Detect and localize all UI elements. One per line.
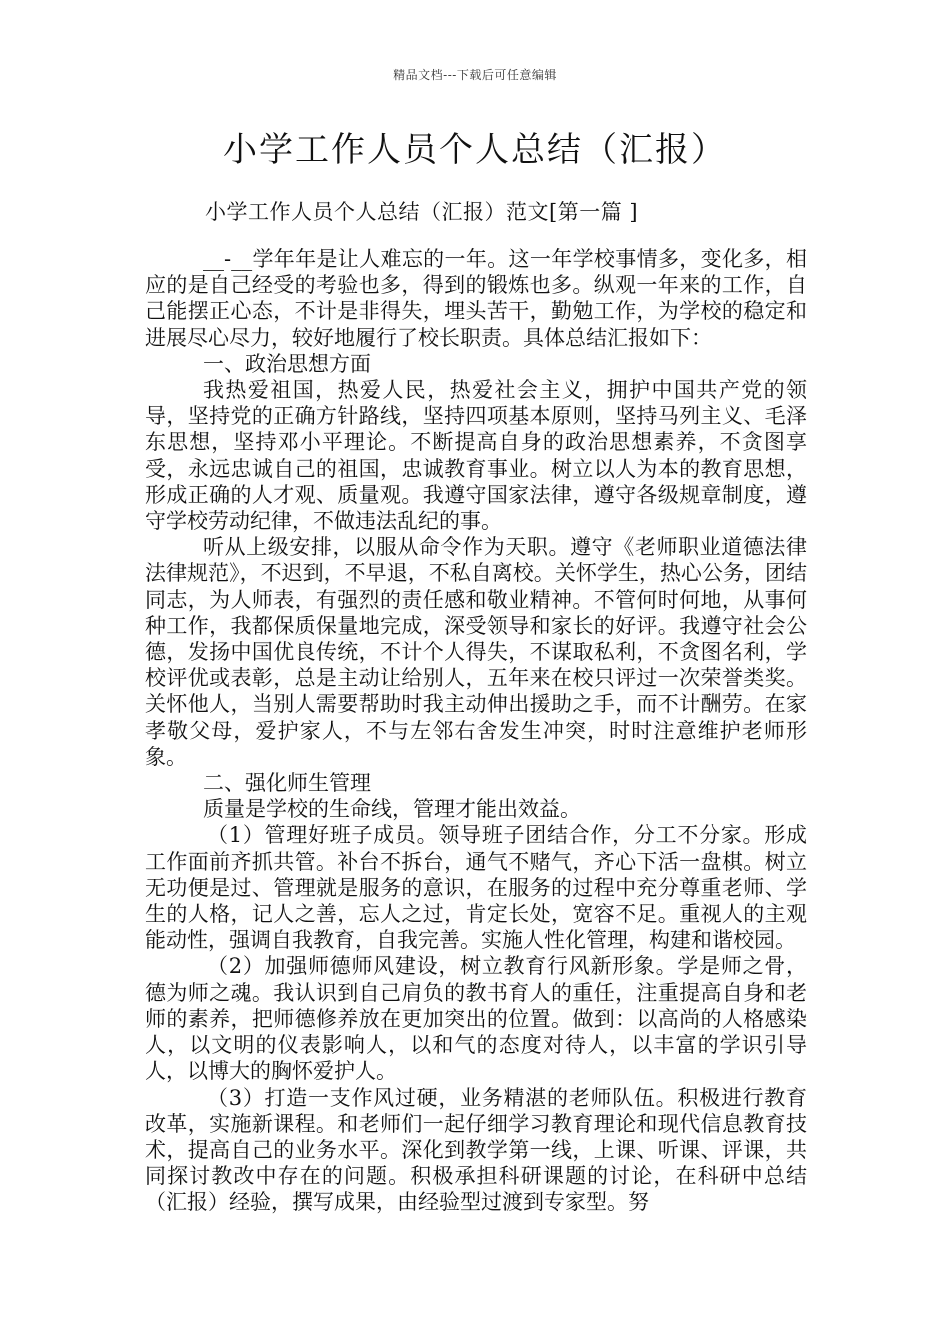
- body-paragraph: 质量是学校的生命线，管理才能出效益。: [203, 797, 581, 822]
- body-paragraph: 我热爱祖国，热爱人民，热爱社会主义，拥护中国共产党的领导，坚持党的正确方针路线，坚持四项基本原则，坚持马列主义、毛泽东思想，坚持邓小平理论。不断提高自身的政治思想素养，不贪图享受，永远忠诚自己的祖国，忠诚教育事业。树立以人为本的教育思想，形成正确的人才观、质量观。我遵守国家法律，遵守各级规章制度，遵守学校劳动纪律，不做违法乱纪的事。: [145, 378, 807, 534]
- document-subtitle: 小学工作人员个人总结（汇报）范文[第一篇 ]: [205, 200, 639, 224]
- section-heading-management: 二、强化师生管理: [203, 771, 371, 796]
- document-body: [145, 246, 807, 1216]
- list-item-paragraph: （1）管理好班子成员。领导班子团结合作，分工不分家。形成工作面前齐抓共管。补台不拆台，通气不赌气，齐心下活一盘棋。树立无功便是过、管理就是服务的意识，在服务的过程中充分尊重老师、学生的人格，记人之善，忘人之过，肯定长处，宽容不足。重视人的主观能动性，强调自我教育，自我完善。实施人性化管理，构建和谐校园。: [145, 823, 807, 953]
- list-item-paragraph: （3）打造一支作风过硬，业务精湛的老师队伍。积极进行教育改革，实施新课程。和老师们一起仔细学习教育理论和现代信息教育技术，提高自己的业务水平。深化到教学第一线，上课、听课、评课，共同探讨教改中存在的问题。积极承担科研课题的讨论，在科研中总结（汇报）经验，撰写成果，由经验型过渡到专家型。努: [145, 1085, 807, 1215]
- intro-paragraph: __-__学年年是让人难忘的一年。这一年学校事情多，变化多，相应的是自己经受的考验也多，得到的锻炼也多。纵观一年来的工作，自己能摆正心态，不计是非得失，埋头苦干，勤勉工作，为学校的稳定和进展尽心尽力，较好地履行了校长职责。具体总结汇报如下：: [145, 247, 807, 350]
- document-title: 小学工作人员个人总结（汇报）: [223, 130, 727, 170]
- section-heading-politics: 一、政治思想方面: [203, 351, 371, 376]
- body-paragraph: 听从上级安排，以服从命令作为天职。遵守《老师职业道德法律法律规范》，不迟到，不早退，不私自离校。关怀学生，热心公务，团结同志，为人师表，有强烈的责任感和敬业精神。不管何时何地，从事何种工作，我都保质保量地完成，深受领导和家长的好评。我遵守社会公德，发扬中国优良传统，不计个人得失，不谋取私利，不贪图名利，学校评优或表彰，总是主动让给别人，五年来在校只评过一次荣誉类奖。关怀他人，当别人需要帮助时我主动伸出援助之手，而不计酬劳。在家孝敬父母，爱护家人，不与左邻右舍发生冲突，时时注意维护老师形象。: [145, 535, 807, 769]
- header-note: 精品文档---下载后可任意编辑: [393, 68, 557, 82]
- list-item-paragraph: （2）加强师德师风建设，树立教育行风新形象。学是师之骨，德为师之魂。我认识到自己肩负的教书育人的重任，注重提高自身和老师的素养，把师德修养放在更加突出的位置。做到：以高尚的人格感染人，以文明的仪表影响人，以和气的态度对待人，以丰富的学识引导人，以博大的胸怀爱护人。: [145, 954, 807, 1084]
